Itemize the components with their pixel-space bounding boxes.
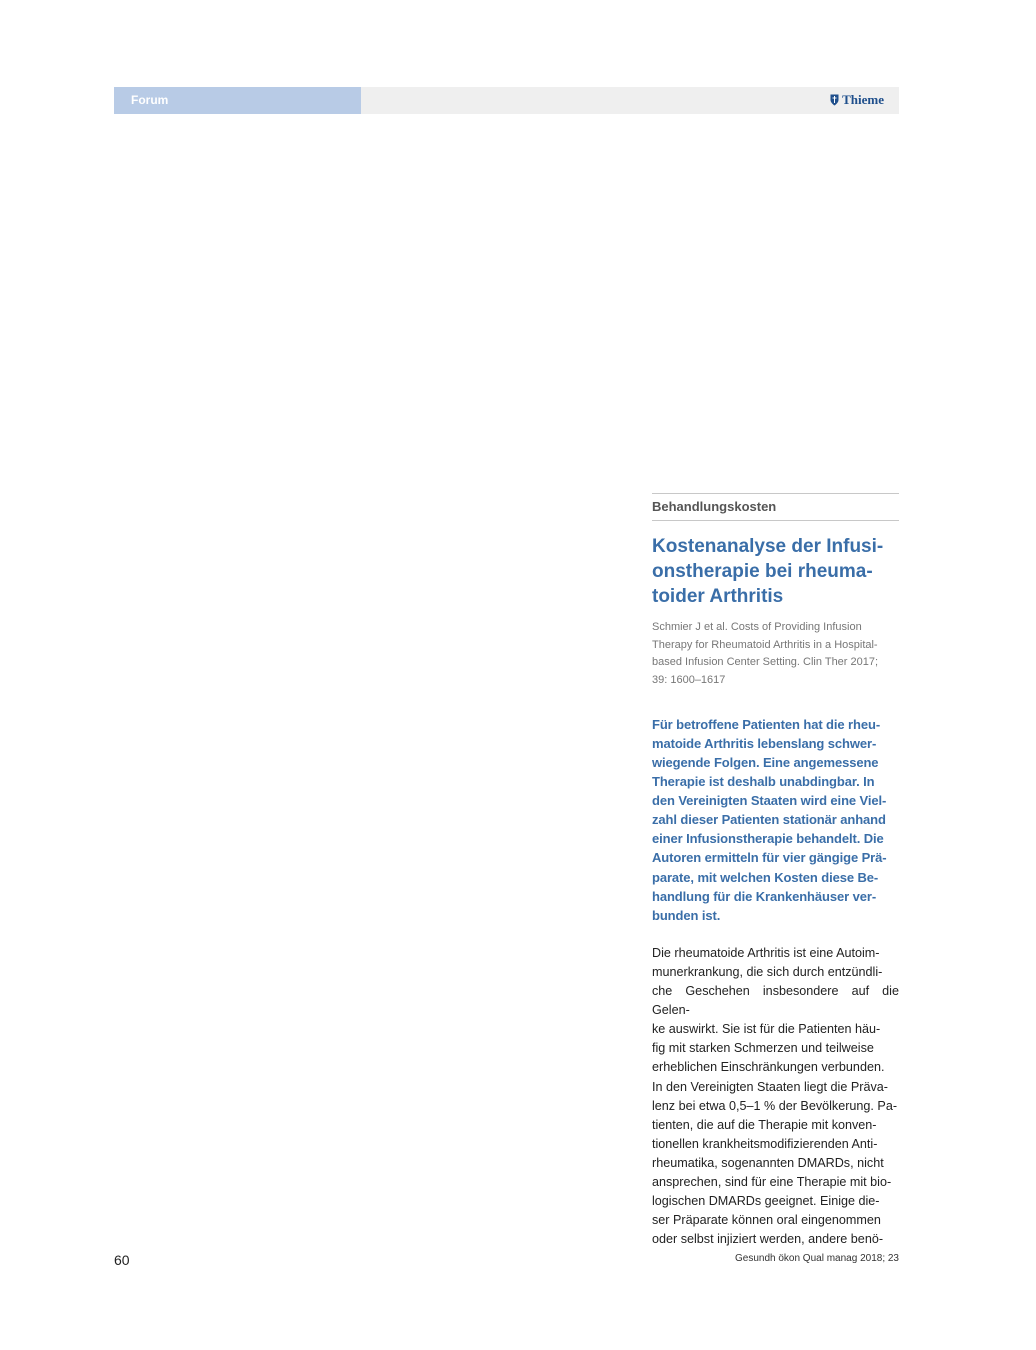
body-line: oder selbst injiziert werden, andere benö- [652, 1232, 884, 1247]
lead-line: Für betroffene Patienten hat die rheu- [652, 716, 881, 732]
citation-line: Schmier J et al. Costs of Providing Infusion [652, 621, 862, 633]
body-line: ke auswirkt. Sie ist für die Patienten häu- [652, 1022, 881, 1037]
citation-line: 39: 1600–1617 [652, 674, 726, 687]
body-line: tionellen krankheitsmodifizierenden Anti- [652, 1136, 878, 1151]
journal-reference: Gesundh ökon Qual manag 2018; 23 [734, 1253, 899, 1264]
lead-line: Autoren ermitteln für vier gängige Prä- [652, 850, 887, 866]
body-line: In den Vereinigten Staaten liegt die Präva- [652, 1079, 888, 1094]
body-line: Die rheumatoide Arthritis ist eine Autoim- [652, 945, 880, 960]
lead-line: parate, mit welchen Kosten diese Be- [652, 869, 879, 885]
section-tab-label: Forum [131, 93, 169, 107]
page-number: 60 [114, 1252, 130, 1268]
lead-line: zahl dieser Patienten stationär anhand [652, 812, 886, 828]
section-bottom-rule [652, 520, 899, 521]
publisher-logo [830, 92, 884, 108]
body-line: ansprechen, sind für eine Therapie mit bio- [652, 1174, 892, 1189]
title-line: onstherapie bei rheuma- [652, 561, 873, 582]
lead-line: wiegende Folgen. Eine angemessene [652, 755, 879, 770]
citation-line: based Infusion Center Setting. Clin Ther 2017; [652, 656, 879, 669]
lead-line: einer Infusionstherapie behandelt. Die [652, 831, 884, 847]
running-header [114, 87, 899, 114]
lead-line: Therapie ist deshalb unabdingbar. In [652, 774, 875, 790]
lead-line: bunden ist. [652, 907, 721, 923]
body-line: munerkrankung, die sich durch entzündli- [652, 964, 883, 979]
thieme-crest-icon [830, 94, 839, 106]
article-citation [652, 619, 899, 690]
body-line: rheumatika, sogenannten DMARDs, nicht [652, 1155, 884, 1170]
body-line: ser Präparate können oral eingenommen [652, 1213, 881, 1228]
article-title [652, 534, 899, 609]
body-line: che Geschehen insbesondere auf die Gelen- [652, 984, 899, 1018]
body-line: fig mit starken Schmerzen und teilweise [652, 1041, 874, 1056]
section-tab [114, 87, 361, 114]
body-line: logischen DMARDs geeignet. Einige die- [652, 1194, 880, 1209]
body-paragraph [652, 944, 899, 1250]
title-line: toider Arthritis [652, 586, 784, 607]
body-line: tienten, die auf die Therapie mit konven- [652, 1117, 877, 1132]
publisher-name: Thieme [842, 92, 884, 107]
section-label: Behandlungskosten [652, 499, 777, 514]
body-line: lenz bei etwa 0,5–1 % der Bevölkerung. Pa- [652, 1098, 898, 1113]
lead-paragraph [652, 715, 899, 925]
title-line: Kostenanalyse der Infusi- [652, 536, 884, 557]
citation-line: Therapy for Rheumatoid Arthritis in a Hospital- [652, 638, 878, 651]
lead-line: handlung für die Krankenhäuser ver- [652, 888, 877, 904]
body-line: erheblichen Einschränkungen verbunden. [652, 1060, 885, 1075]
lead-line: den Vereinigten Staaten wird eine Viel- [652, 793, 887, 809]
lead-line: matoide Arthritis lebenslang schwer- [652, 735, 877, 751]
article-column [652, 493, 899, 1249]
